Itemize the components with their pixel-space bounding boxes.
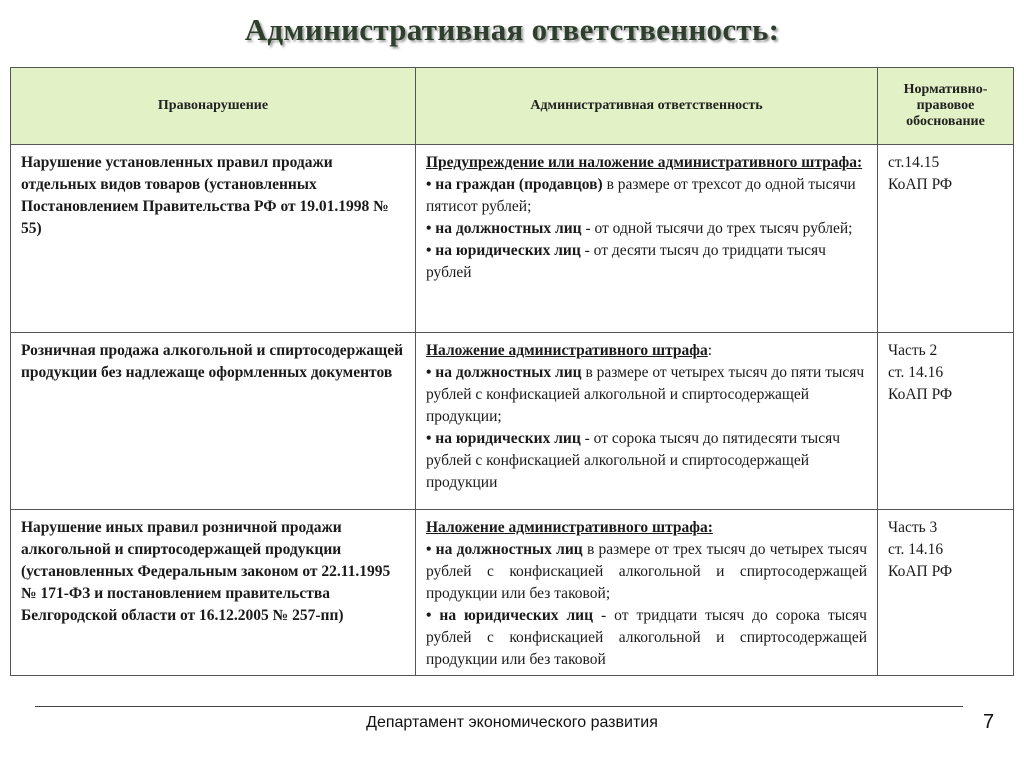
offense-cell: Нарушение установленных правил продажи отдельных видов товаров (установленных Постановлением Правительства РФ от 19.01.1998 № 55) [11, 145, 416, 333]
liability-table-container [10, 67, 1013, 676]
liability-item: • на должностных лиц - от одной тысячи до трех тысяч рублей; [426, 220, 853, 237]
basis-line: Часть 2 [888, 342, 938, 359]
table-row [11, 510, 1014, 676]
header-basis-line: обоснование [906, 114, 985, 129]
header-offense: Правонарушение [11, 68, 416, 145]
liability-heading: Наложение административного штрафа: [426, 519, 713, 536]
liability-item: • на должностных лиц в размере от четырех тысяч до пяти тысяч рублей с конфискацией алкогольной и спиртосодержащей продукции; [426, 364, 865, 425]
offense-cell: Розничная продажа алкогольной и спиртосодержащей продукции без надлежаще оформленных документов [11, 333, 416, 510]
table-header-row [11, 68, 1014, 145]
liability-item: • на должностных лиц в размере от трех тысяч до четырех тысяч рублей с конфискацией алкогольной и спиртосодержащей продукции или без таковой; [426, 541, 867, 602]
table-row [11, 145, 1014, 333]
basis-line: ст. 14.16 [888, 541, 944, 558]
footer-department: Департамент экономического развития [366, 714, 658, 731]
offense-cell: Нарушение иных правил розничной продажи алкогольной и спиртосодержащей продукции (установленных Федеральным законом от 22.11.1995 № 171-ФЗ и постановлением правительства Белгородской области от 16.12.2005 № 257-пп) [11, 510, 416, 676]
basis-line: КоАП РФ [888, 176, 953, 193]
basis-cell [878, 333, 1014, 510]
basis-cell [878, 145, 1014, 333]
liability-cell [416, 333, 878, 510]
liability-item: • на юридических лиц - от тридцати тысяч до сорока тысяч рублей с конфискацией алкогольной и спиртосодержащей продукции или без таковой [426, 607, 867, 668]
header-basis [878, 68, 1014, 145]
basis-line: Часть 3 [888, 519, 938, 536]
liability-item: • на граждан (продавцов) в размере от трехсот до одной тысячи пятисот рублей; [426, 176, 856, 215]
header-basis-line: правовое [916, 98, 975, 113]
header-basis-line: Нормативно- [903, 82, 988, 97]
basis-line: КоАП РФ [888, 563, 953, 580]
liability-heading: Наложение административного штрафа: [426, 342, 713, 359]
liability-item: • на юридических лиц - от десяти тысяч до тридцати тысяч рублей [426, 242, 826, 281]
basis-line: ст. 14.16 [888, 364, 944, 381]
liability-table [10, 67, 1014, 676]
basis-line: ст.14.15 [888, 154, 940, 171]
page-number: 7 [983, 711, 995, 733]
liability-item: • на юридических лиц - от сорока тысяч до пятидесяти тысяч рублей с конфискацией алкогольной и спиртосодержащей продукции [426, 430, 841, 491]
liability-heading: Предупреждение или наложение административного штрафа: [426, 154, 863, 171]
footer-divider [35, 706, 963, 707]
basis-line: КоАП РФ [888, 386, 953, 403]
page-title: Административная ответственность: [244, 12, 780, 47]
header-liability: Административная ответственность [416, 68, 878, 145]
table-row [11, 333, 1014, 510]
liability-cell [416, 510, 878, 676]
liability-cell [416, 145, 878, 333]
basis-cell [878, 510, 1014, 676]
